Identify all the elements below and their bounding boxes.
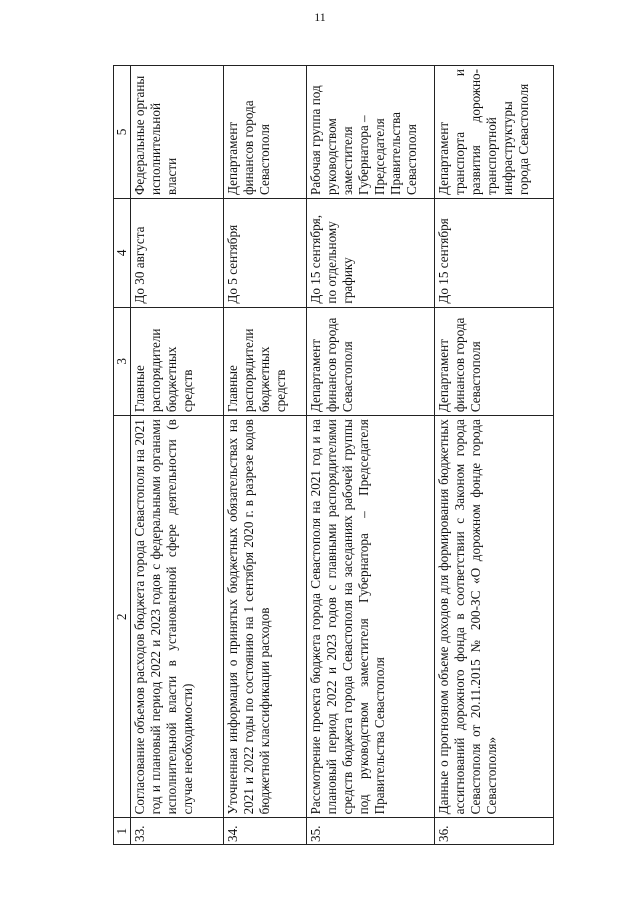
table-row xyxy=(131,66,224,845)
page-number: 11 xyxy=(314,10,326,24)
responsible-party: Департамент финансов города Севастополя xyxy=(435,307,554,416)
recipient: Департамент финансов города Севастополя xyxy=(224,66,307,199)
table-header-row xyxy=(114,66,131,845)
column-header-3: 3 xyxy=(114,307,131,416)
responsible-party: Главные распорядители бюджетных средств xyxy=(131,307,224,416)
event-description: Уточненная информация о принятых бюджетных обязательствах на 2021 и 2022 годы по состоянию на 1 сентября 2020 г. в разрезе кодов бюджетной классификации расходов xyxy=(224,416,307,818)
column-header-4: 4 xyxy=(114,198,131,307)
column-header-1: 1 xyxy=(114,818,131,845)
event-description: Данные о прогнозном объеме доходов для формирования бюджетных ассигнований дорожного фонда в соответствии с Законом города Севастополя от 20.11.2015 № 200-ЗС «О дорожном фонде города Севастополя» xyxy=(435,416,554,818)
event-description: Рассмотрение проекта бюджета города Севастополя на 2021 год и на плановый период 2022 и 2023 годов с главными распорядителями средств бюджета города Севастополя на заседаниях рабочей группы под руководством заместителя Губернатора – Председателя Правительства Севастополя xyxy=(307,416,435,818)
table-row xyxy=(307,66,435,845)
row-number: 34. xyxy=(224,818,307,845)
deadline: До 15 сентября, по отдельному графику xyxy=(307,198,435,307)
responsible-party: Главные распорядители бюджетных средств xyxy=(224,307,307,416)
rotated-table-container xyxy=(113,65,578,845)
schedule-table xyxy=(113,65,554,845)
deadline: До 5 сентября xyxy=(224,198,307,307)
row-number: 36. xyxy=(435,818,554,845)
column-header-2: 2 xyxy=(114,416,131,818)
table-row xyxy=(435,66,554,845)
event-description: Согласование объемов расходов бюджета города Севастополя на 2021 год и плановый период 2022 и 2023 годов с федеральными органами исполнительной власти в установленной сфере деятельности (в случае необходимости) xyxy=(131,416,224,818)
row-number: 35. xyxy=(307,818,435,845)
deadline: До 15 сентября xyxy=(435,198,554,307)
row-number: 33. xyxy=(131,818,224,845)
responsible-party: Департамент финансов города Севастополя xyxy=(307,307,435,416)
deadline: До 30 августа xyxy=(131,198,224,307)
recipient: Федеральные органы исполнительной власти xyxy=(131,66,224,199)
recipient: Департамент транспорта и развития дорожно-транспортной инфраструктуры города Севастополя xyxy=(435,66,554,199)
column-header-5: 5 xyxy=(114,66,131,199)
recipient: Рабочая группа под руководством заместителя Губернатора – Председателя Правительства Севастополя xyxy=(307,66,435,199)
table-row xyxy=(224,66,307,845)
